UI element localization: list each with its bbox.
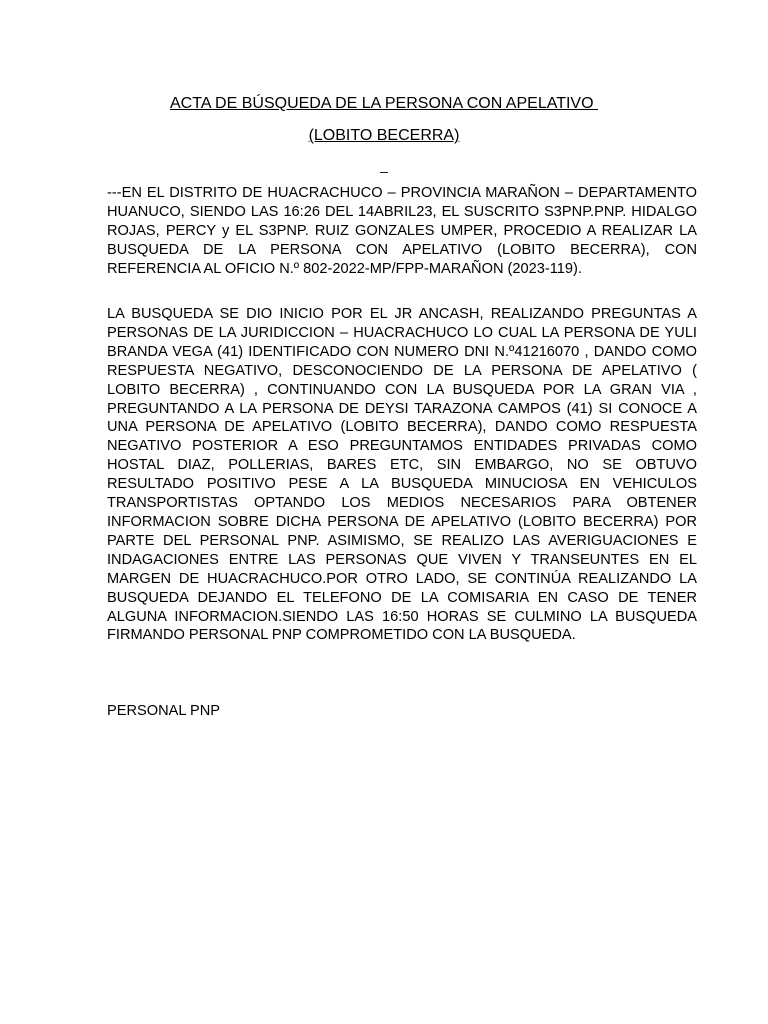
paragraph-search-details: LA BUSQUEDA SE DIO INICIO POR EL JR ANCASH, REALIZANDO PREGUNTAS A PERSONAS DE LA JURIDICCION – HUACRACHUCO LO CUAL LA PERSONA DE YULI BRANDA VEGA (41) IDENTIFICADO CON NUMERO DNI N.º41216070 , DANDO COMO RESPUESTA NEGATIVO, DESCONOCIENDO DE LA PERSONA DE APELATIVO ( LOBITO BECERRA) , CONTINUANDO CON LA BUSQUEDA POR LA GRAN VIA , PREGUNTANDO A LA PERSONA DE DEYSI TARAZONA CAMPOS (41) SI CONOCE A UNA PERSONA DE APELATIVO (LOBITO BECERRA), DANDO COMO RESPUESTA NEGATIVO POSTERIOR A ESO PREGUNTAMOS ENTIDADES PRIVADAS COMO HOSTAL DIAZ, POLLERIAS, BARES ETC, SIN EMBARGO, NO SE OBTUVO RESULTADO POSITIVO PESE A LA BUSQUEDA MINUCIOSA EN VEHICULOS TRANSPORTISTAS OPTANDO LOS MEDIOS NECESARIOS PARA OBTENER INFORMACION SOBRE DICHA PERSONA DE APELATIVO (LOBITO BECERRA) POR PARTE DEL PERSONAL PNP. ASIMISMO, SE REALIZO LAS AVERIGUACIONES E INDAGACIONES ENTRE LAS PERSONAS QUE VIVEN Y TRANSEUNTES EN EL MARGEN DE HUACRACHUCO.POR OTRO LADO, SE CONTINÚA REALIZANDO LA BUSQUEDA DEJANDO EL TELEFONO DE LA COMISARIA EN CASO DE TENER ALGUNA INFORMACION.SIENDO LAS 16:50 HORAS SE CULMINO LA BUSQUEDA FIRMANDO PERSONAL PNP COMPROMETIDO CON LA BUSQUEDA. xyxy=(107,306,697,644)
document-title: ACTA DE BÚSQUEDA DE LA PERSONA CON APELATIVO xyxy=(170,95,598,112)
signature-label: PERSONAL PNP xyxy=(107,703,221,719)
paragraph-intro: ---EN EL DISTRITO DE HUACRACHUCO – PROVINCIA MARAÑON – DEPARTAMENTO HUANUCO, SIENDO LAS 16:26 DEL 14ABRIL23, EL SUSCRITO S3PNP.PNP. HIDALGO ROJAS, PERCY y EL S3PNP. RUIZ GONZALES UMPER, PROCEDIO A REALIZAR LA BUSQUEDA DE LA PERSONA CON APELATIVO (LOBITO BECERRA), CON REFERENCIA AL OFICIO N.º 802-2022-MP/FPP-MARAÑON (2023-119). xyxy=(107,185,697,277)
document-subtitle: (LOBITO BECERRA) xyxy=(308,127,460,144)
separator-mark: _ xyxy=(380,157,388,173)
